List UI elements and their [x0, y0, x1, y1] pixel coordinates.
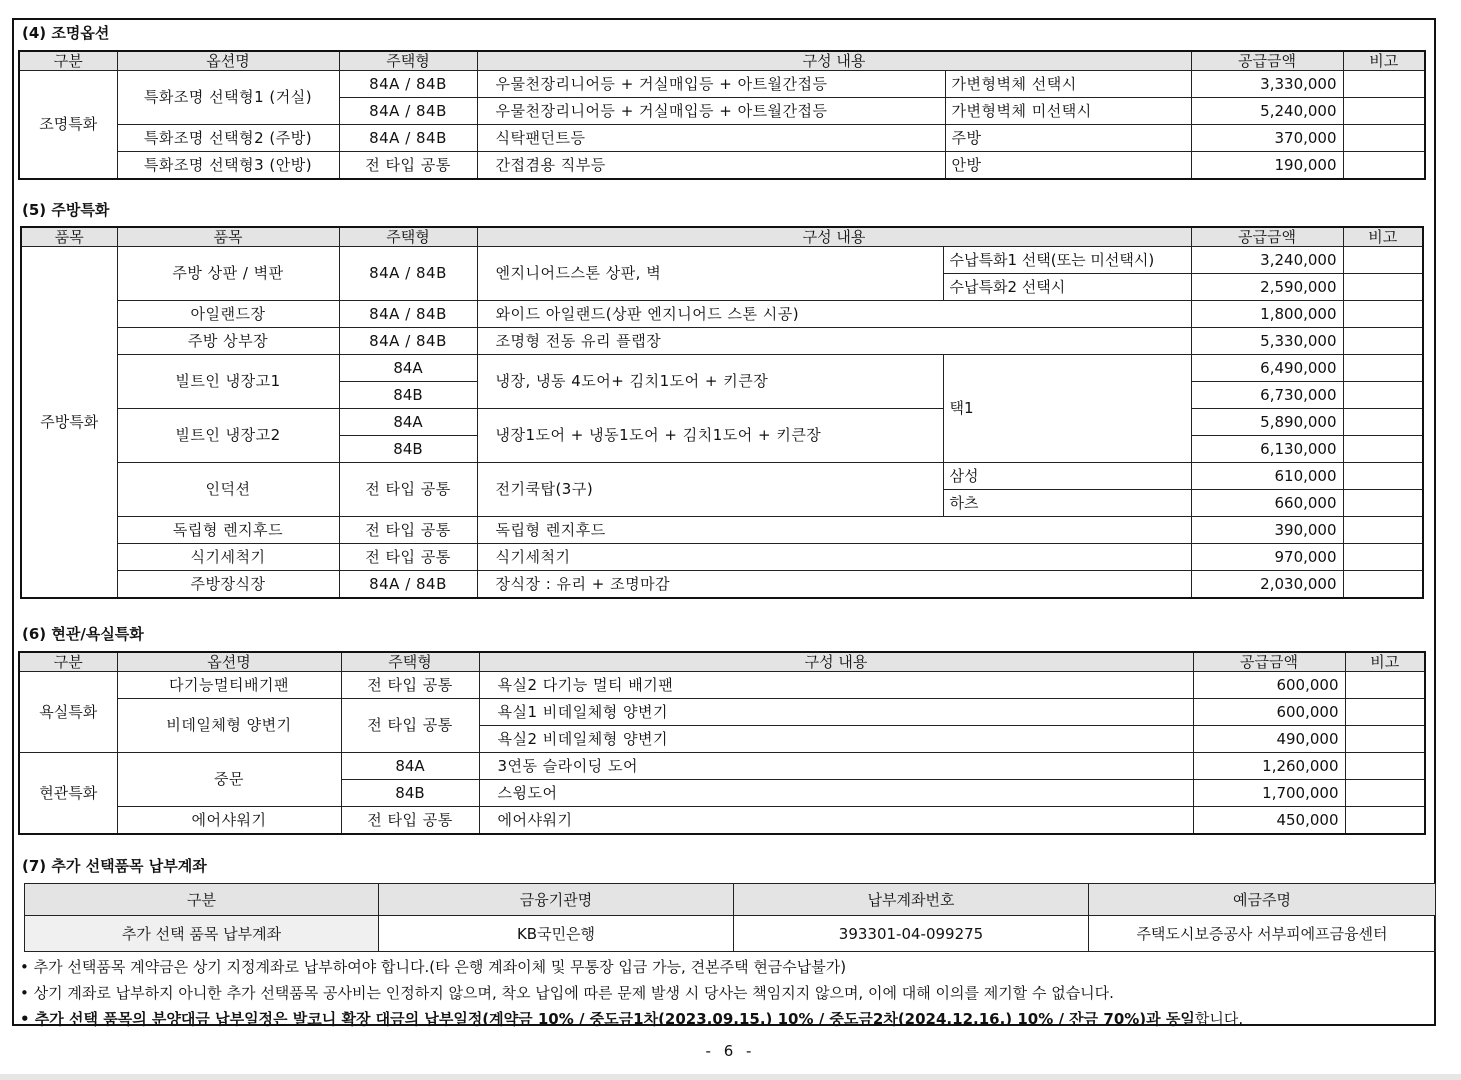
- price: 3,240,000: [1191, 247, 1343, 274]
- table-row: [21, 355, 1423, 382]
- note-line: • 상기 계좌로 납부하지 아니한 추가 선택품목 공사비는 인정하지 않으며, 착오 납입에 따른 문제 발생 시 당사는 책임지지 않으며, 이에 대해 이의를 제기할 수 없습니다.: [20, 984, 1114, 1002]
- table-header-row: [19, 51, 1425, 71]
- table-row: [21, 328, 1423, 355]
- table-row: [19, 71, 1425, 98]
- price: 970,000: [1191, 544, 1343, 571]
- group-label: 현관특화: [19, 753, 117, 835]
- price: 1,700,000: [1193, 780, 1345, 807]
- note: [1343, 355, 1423, 382]
- price: 6,130,000: [1191, 436, 1343, 463]
- content: 에어샤워기: [479, 807, 1193, 835]
- section-title-lighting: (4) 조명옵션: [22, 24, 110, 42]
- price: 1,260,000: [1193, 753, 1345, 780]
- content: 욕실2 비데일체형 양변기: [479, 726, 1193, 753]
- table-row: [21, 409, 1423, 436]
- note-bold-text: • 추가 선택 품목의 분양대금 납부일정은 발코니 확장 대금의 납부일정(계약금 10% / 중도금1차(2023.09.15.) 10% / 중도금2차(2024.12.16.) 10% / 잔금 70%)과 동일: [20, 1010, 1195, 1028]
- note: [1343, 125, 1425, 152]
- price: 5,890,000: [1191, 409, 1343, 436]
- note: [1343, 463, 1423, 490]
- table-row: [19, 152, 1425, 180]
- unit-type: 84B: [341, 780, 479, 807]
- header-item-name: 품목: [117, 227, 339, 247]
- condition: 하츠: [943, 490, 1191, 517]
- header-note: 비고: [1343, 227, 1423, 247]
- group-label: 주방특화: [21, 247, 117, 599]
- option-name: 비데일체형 양변기: [117, 699, 341, 753]
- item-name: 식기세척기: [117, 544, 339, 571]
- lighting-options-table: [18, 50, 1426, 180]
- price: 5,330,000: [1191, 328, 1343, 355]
- table-row: [19, 807, 1425, 835]
- table-row: [19, 672, 1425, 699]
- unit-type: 84A / 84B: [339, 98, 477, 125]
- option-name: 특화조명 선택형3 (안방): [117, 152, 339, 180]
- section-title-entrance-bath: (6) 현관/욕실특화: [22, 625, 144, 643]
- payment-account-table: [24, 883, 1436, 952]
- header-category: 구분: [19, 51, 117, 71]
- item-name: 주방 상판 / 벽판: [117, 247, 339, 301]
- price: 660,000: [1191, 490, 1343, 517]
- unit-type: 84A / 84B: [339, 71, 477, 98]
- header-unit-type: 주택형: [341, 652, 479, 672]
- account-number: 393301-04-099275: [734, 916, 1089, 952]
- unit-type: 84A / 84B: [339, 125, 477, 152]
- note: [1343, 98, 1425, 125]
- price: 450,000: [1193, 807, 1345, 835]
- price: 610,000: [1191, 463, 1343, 490]
- option-name: 특화조명 선택형1 (거실): [117, 71, 339, 125]
- item-name: 아일랜드장: [117, 301, 339, 328]
- condition: 주방: [945, 125, 1191, 152]
- option-name: 중문: [117, 753, 341, 807]
- unit-type: 전 타입 공통: [339, 544, 477, 571]
- price: 6,730,000: [1191, 382, 1343, 409]
- condition: 수납특화1 선택(또는 미선택시): [943, 247, 1191, 274]
- table-row: [19, 699, 1425, 726]
- unit-type: 84A / 84B: [339, 328, 477, 355]
- table-row: [21, 247, 1423, 274]
- price: 600,000: [1193, 672, 1345, 699]
- header-note: 비고: [1345, 652, 1425, 672]
- bottom-bar: [0, 1074, 1461, 1080]
- content: 냉장, 냉동 4도어+ 김치1도어 + 키큰장: [477, 355, 943, 409]
- content: 우물천장리니어등 + 거실매입등 + 아트월간접등: [477, 71, 945, 98]
- note: [1343, 274, 1423, 301]
- table-row: [21, 571, 1423, 599]
- content: 간접겸용 직부등: [477, 152, 945, 180]
- section-title-payment-account: (7) 추가 선택품목 납부계좌: [22, 857, 207, 875]
- unit-type: 전 타입 공통: [341, 699, 479, 753]
- unit-type: 전 타입 공통: [339, 152, 477, 180]
- header-unit-type: 주택형: [339, 227, 477, 247]
- header-item: 품목: [21, 227, 117, 247]
- price: 6,490,000: [1191, 355, 1343, 382]
- option-name: 특화조명 선택형2 (주방): [117, 125, 339, 152]
- note: [1345, 780, 1425, 807]
- notes: [20, 954, 1243, 1032]
- note: [1343, 571, 1423, 599]
- condition: 가변형벽체 미선택시: [945, 98, 1191, 125]
- unit-type: 전 타입 공통: [341, 807, 479, 835]
- table-header-row: [19, 652, 1425, 672]
- condition: 택1: [943, 355, 1191, 463]
- header-price: 공급금액: [1191, 51, 1343, 71]
- note: [1343, 71, 1425, 98]
- price: 600,000: [1193, 699, 1345, 726]
- note: [1345, 807, 1425, 835]
- table-row: [21, 544, 1423, 571]
- item-name: 인덕션: [117, 463, 339, 517]
- note: [1343, 152, 1425, 180]
- kitchen-options-table: [20, 226, 1424, 599]
- unit-type: 84A / 84B: [339, 247, 477, 301]
- note: [1343, 301, 1423, 328]
- note: [1343, 436, 1423, 463]
- header-unit-type: 주택형: [339, 51, 477, 71]
- note: [1345, 699, 1425, 726]
- condition: 삼성: [943, 463, 1191, 490]
- header-price: 공급금액: [1193, 652, 1345, 672]
- item-name: 빌트인 냉장고2: [117, 409, 339, 463]
- unit-type: 84A / 84B: [339, 301, 477, 328]
- note: [1343, 490, 1423, 517]
- table-row: [25, 916, 1436, 952]
- header-content: 구성 내용: [479, 652, 1193, 672]
- price: 2,030,000: [1191, 571, 1343, 599]
- group-label: 조명특화: [19, 71, 117, 180]
- price: 1,800,000: [1191, 301, 1343, 328]
- unit-type: 전 타입 공통: [339, 463, 477, 517]
- item-name: 독립형 렌지후드: [117, 517, 339, 544]
- note: [1345, 726, 1425, 753]
- note: [1343, 328, 1423, 355]
- section-title-kitchen: (5) 주방특화: [22, 201, 110, 219]
- note: [1343, 247, 1423, 274]
- unit-type: 84A / 84B: [339, 571, 477, 599]
- content: 냉장1도어 + 냉동1도어 + 김치1도어 + 키큰장: [477, 409, 943, 463]
- price: 370,000: [1191, 125, 1343, 152]
- unit-type: 84A: [339, 355, 477, 382]
- note-tail-text: 합니다.: [1194, 1010, 1244, 1028]
- content: 장식장 : 유리 + 조명마감: [477, 571, 1191, 599]
- unit-type: 84A: [339, 409, 477, 436]
- content: 스윙도어: [479, 780, 1193, 807]
- header-option-name: 옵션명: [117, 652, 341, 672]
- unit-type: 84B: [339, 436, 477, 463]
- header-account-holder: 예금주명: [1089, 884, 1436, 916]
- header-price: 공급금액: [1191, 227, 1343, 247]
- item-name: 주방 상부장: [117, 328, 339, 355]
- header-bank: 금융기관명: [379, 884, 734, 916]
- table-row: [21, 463, 1423, 490]
- unit-type: 전 타입 공통: [339, 517, 477, 544]
- content: 욕실1 비데일체형 양변기: [479, 699, 1193, 726]
- header-content: 구성 내용: [477, 227, 1191, 247]
- account-category: 추가 선택 품목 납부계좌: [25, 916, 379, 952]
- note: [1343, 517, 1423, 544]
- content: 3연동 슬라이딩 도어: [479, 753, 1193, 780]
- header-content: 구성 내용: [477, 51, 1191, 71]
- group-label: 욕실특화: [19, 672, 117, 753]
- price: 490,000: [1193, 726, 1345, 753]
- item-name: 주방장식장: [117, 571, 339, 599]
- content: 우물천장리니어등 + 거실매입등 + 아트월간접등: [477, 98, 945, 125]
- option-name: 에어샤워기: [117, 807, 341, 835]
- page-number: - 6 -: [705, 1042, 756, 1060]
- content: 와이드 아일랜드(상판 엔지니어드 스톤 시공): [477, 301, 1191, 328]
- content: 식기세척기: [477, 544, 1191, 571]
- account-holder: 주택도시보증공사 서부피에프금융센터: [1089, 916, 1436, 952]
- header-category: 구분: [19, 652, 117, 672]
- note-line: [20, 1006, 1243, 1032]
- note-line: • 추가 선택품목 계약금은 상기 지정계좌로 납부하여야 합니다.(타 은행 계좌이체 및 무통장 입금 가능, 견본주택 현금수납불가): [20, 958, 847, 976]
- unit-type: 84B: [339, 382, 477, 409]
- entrance-bath-options-table: [18, 651, 1426, 835]
- price: 3,330,000: [1191, 71, 1343, 98]
- header-category: 구분: [25, 884, 379, 916]
- item-name: 빌트인 냉장고1: [117, 355, 339, 409]
- condition: 수납특화2 선택시: [943, 274, 1191, 301]
- table-row: [19, 125, 1425, 152]
- price: 390,000: [1191, 517, 1343, 544]
- header-option-name: 옵션명: [117, 51, 339, 71]
- note: [1345, 753, 1425, 780]
- content: 욕실2 다기능 멀티 배기팬: [479, 672, 1193, 699]
- note: [1345, 672, 1425, 699]
- table-header-row: [21, 227, 1423, 247]
- unit-type: 84A: [341, 753, 479, 780]
- content: 독립형 렌지후드: [477, 517, 1191, 544]
- bank-name: KB국민은행: [379, 916, 734, 952]
- unit-type: 전 타입 공통: [341, 672, 479, 699]
- condition: 가변형벽체 선택시: [945, 71, 1191, 98]
- content: 전기쿡탑(3구): [477, 463, 943, 517]
- header-note: 비고: [1343, 51, 1425, 71]
- price: 190,000: [1191, 152, 1343, 180]
- table-row: [21, 301, 1423, 328]
- content: 조명형 전동 유리 플랩장: [477, 328, 1191, 355]
- content: 식탁팬던트등: [477, 125, 945, 152]
- note: [1343, 409, 1423, 436]
- price: 5,240,000: [1191, 98, 1343, 125]
- price: 2,590,000: [1191, 274, 1343, 301]
- note: [1343, 544, 1423, 571]
- option-name: 다기능멀티배기팬: [117, 672, 341, 699]
- content: 엔지니어드스톤 상판, 벽: [477, 247, 943, 301]
- header-account-number: 납부계좌번호: [734, 884, 1089, 916]
- table-row: [19, 753, 1425, 780]
- note: [1343, 382, 1423, 409]
- table-row: [21, 517, 1423, 544]
- condition: 안방: [945, 152, 1191, 180]
- table-header-row: [25, 884, 1436, 916]
